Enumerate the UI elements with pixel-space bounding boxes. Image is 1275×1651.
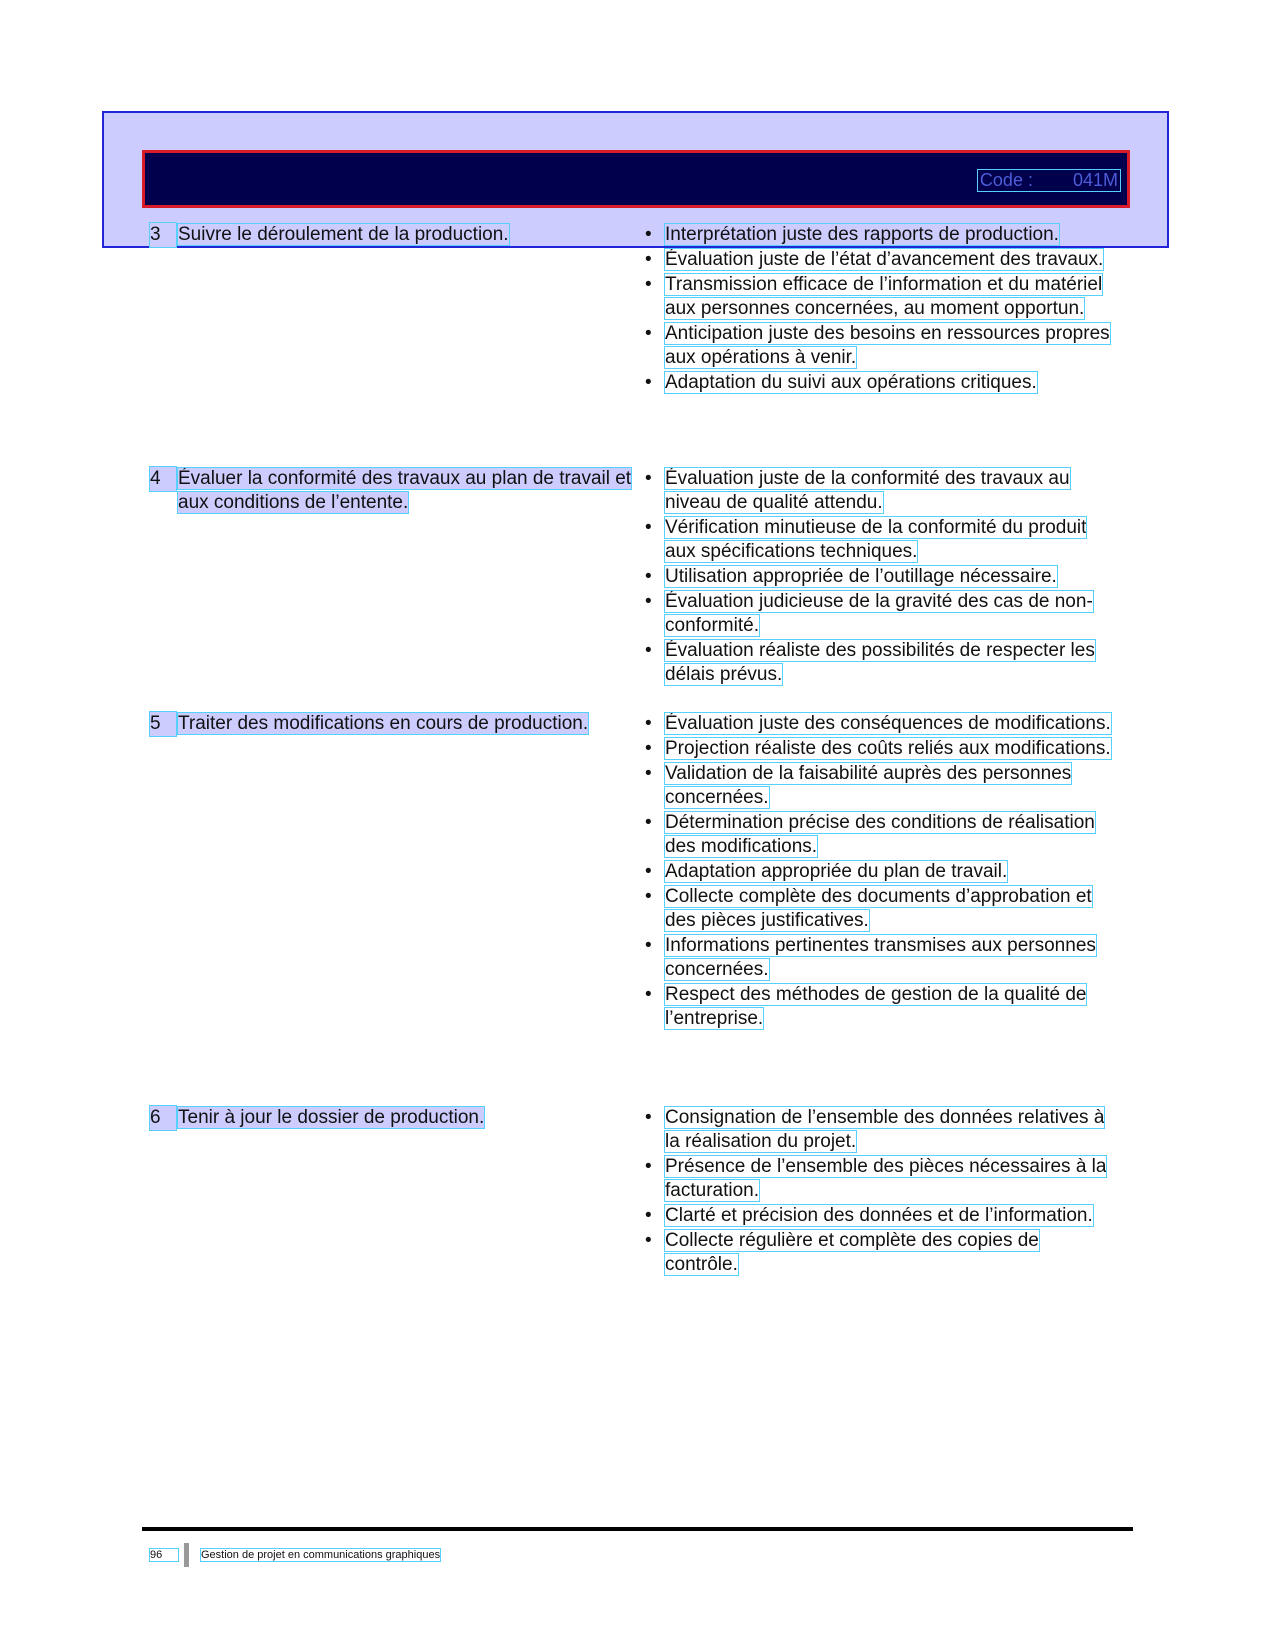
competency-number: 3 (150, 223, 176, 247)
criterion-item: • Transmission efficace de l’information et du matériel aux personnes concernées, au moment opportun. (645, 274, 1103, 319)
criterion-item: • Consignation de l’ensemble des données relatives à la réalisation du projet. (645, 1107, 1105, 1152)
competency-statement (150, 712, 640, 736)
footer-rule (142, 1527, 1133, 1531)
criterion-item: • Projection réaliste des coûts reliés aux modifications. (645, 738, 1111, 759)
criterion-item: • Clarté et précision des données et de l’information. (645, 1205, 1093, 1226)
competency-text: Tenir à jour le dossier de production. (178, 1107, 485, 1128)
criterion-item: • Vérification minutieuse de la conformité du produit aux spécifications techniques. (645, 517, 1087, 562)
criterion-item: • Collecte complète des documents d’approbation et des pièces justificatives. (645, 886, 1092, 931)
competency-statement (150, 223, 640, 247)
performance-criteria-list (645, 1106, 1115, 1278)
criterion-item: • Évaluation juste des conséquences de modifications. (645, 713, 1111, 734)
footer-separator (184, 1543, 189, 1567)
performance-criteria-list (645, 712, 1115, 1032)
criterion-item: • Présence de l’ensemble des pièces nécessaires à la facturation. (645, 1156, 1107, 1201)
criterion-item: • Respect des méthodes de gestion de la qualité de l’entreprise. (645, 984, 1087, 1029)
criterion-item: • Détermination précise des conditions de réalisation des modifications. (645, 812, 1095, 857)
bullet-icon: • (645, 984, 652, 1005)
criterion-item: • Évaluation judicieuse de la gravité des cas de non-conformité. (645, 591, 1093, 636)
bullet-icon: • (645, 372, 652, 393)
criterion-item: • Adaptation du suivi aux opérations critiques. (645, 372, 1037, 393)
bullet-icon: • (645, 1156, 652, 1177)
course-code: Code : 041M (977, 169, 1121, 192)
bullet-icon: • (645, 323, 652, 344)
competency-text: Évaluer la conformité des travaux au plan de travail et aux conditions de l’entente. (178, 468, 632, 513)
bullet-icon: • (645, 517, 652, 538)
competency-number: 5 (150, 712, 176, 736)
bullet-icon: • (645, 224, 652, 245)
criterion-item: • Évaluation juste de la conformité des travaux au niveau de qualité attendu. (645, 468, 1070, 513)
bullet-icon: • (645, 738, 652, 759)
criterion-item: • Anticipation juste des besoins en ressources propres aux opérations à venir. (645, 323, 1110, 368)
bullet-icon: • (645, 1205, 652, 1226)
competency-number: 6 (150, 1106, 176, 1130)
criterion-item: • Adaptation appropriée du plan de travail. (645, 861, 1008, 882)
criterion-item: • Évaluation réaliste des possibilités de respecter les délais prévus. (645, 640, 1095, 685)
bullet-icon: • (645, 763, 652, 784)
criterion-item: • Utilisation appropriée de l’outillage nécessaire. (645, 566, 1057, 587)
competency-text: Suivre le déroulement de la production. (178, 224, 509, 245)
performance-criteria-list (645, 223, 1115, 396)
bullet-icon: • (645, 591, 652, 612)
bullet-icon: • (645, 249, 652, 270)
bullet-icon: • (645, 566, 652, 587)
document-title: Gestion de projet en communications graphiques (201, 1549, 441, 1561)
bullet-icon: • (645, 812, 652, 833)
bullet-icon: • (645, 861, 652, 882)
bullet-icon: • (645, 1230, 652, 1251)
criterion-item: • Évaluation juste de l’état d’avancement des travaux. (645, 249, 1104, 270)
criterion-item: • Collecte régulière et complète des copies de contrôle. (645, 1230, 1039, 1275)
competency-statement (150, 467, 640, 515)
criterion-item: • Validation de la faisabilité auprès des personnes concernées. (645, 763, 1072, 808)
bullet-icon: • (645, 886, 652, 907)
bullet-icon: • (645, 1107, 652, 1128)
bullet-icon: • (645, 468, 652, 489)
page-footer (150, 1543, 440, 1567)
bullet-icon: • (645, 274, 652, 295)
bullet-icon: • (645, 935, 652, 956)
bullet-icon: • (645, 640, 652, 661)
criterion-item: • Interprétation juste des rapports de production. (645, 224, 1059, 245)
bullet-icon: • (645, 713, 652, 734)
criterion-item: • Informations pertinentes transmises aux personnes concernées. (645, 935, 1096, 980)
competency-text: Traiter des modifications en cours de production. (178, 713, 589, 734)
competency-number: 4 (150, 467, 176, 491)
performance-criteria-list (645, 467, 1115, 688)
page-number: 96 (150, 1549, 178, 1561)
header-title-bar (142, 150, 1130, 208)
competency-statement (150, 1106, 640, 1130)
